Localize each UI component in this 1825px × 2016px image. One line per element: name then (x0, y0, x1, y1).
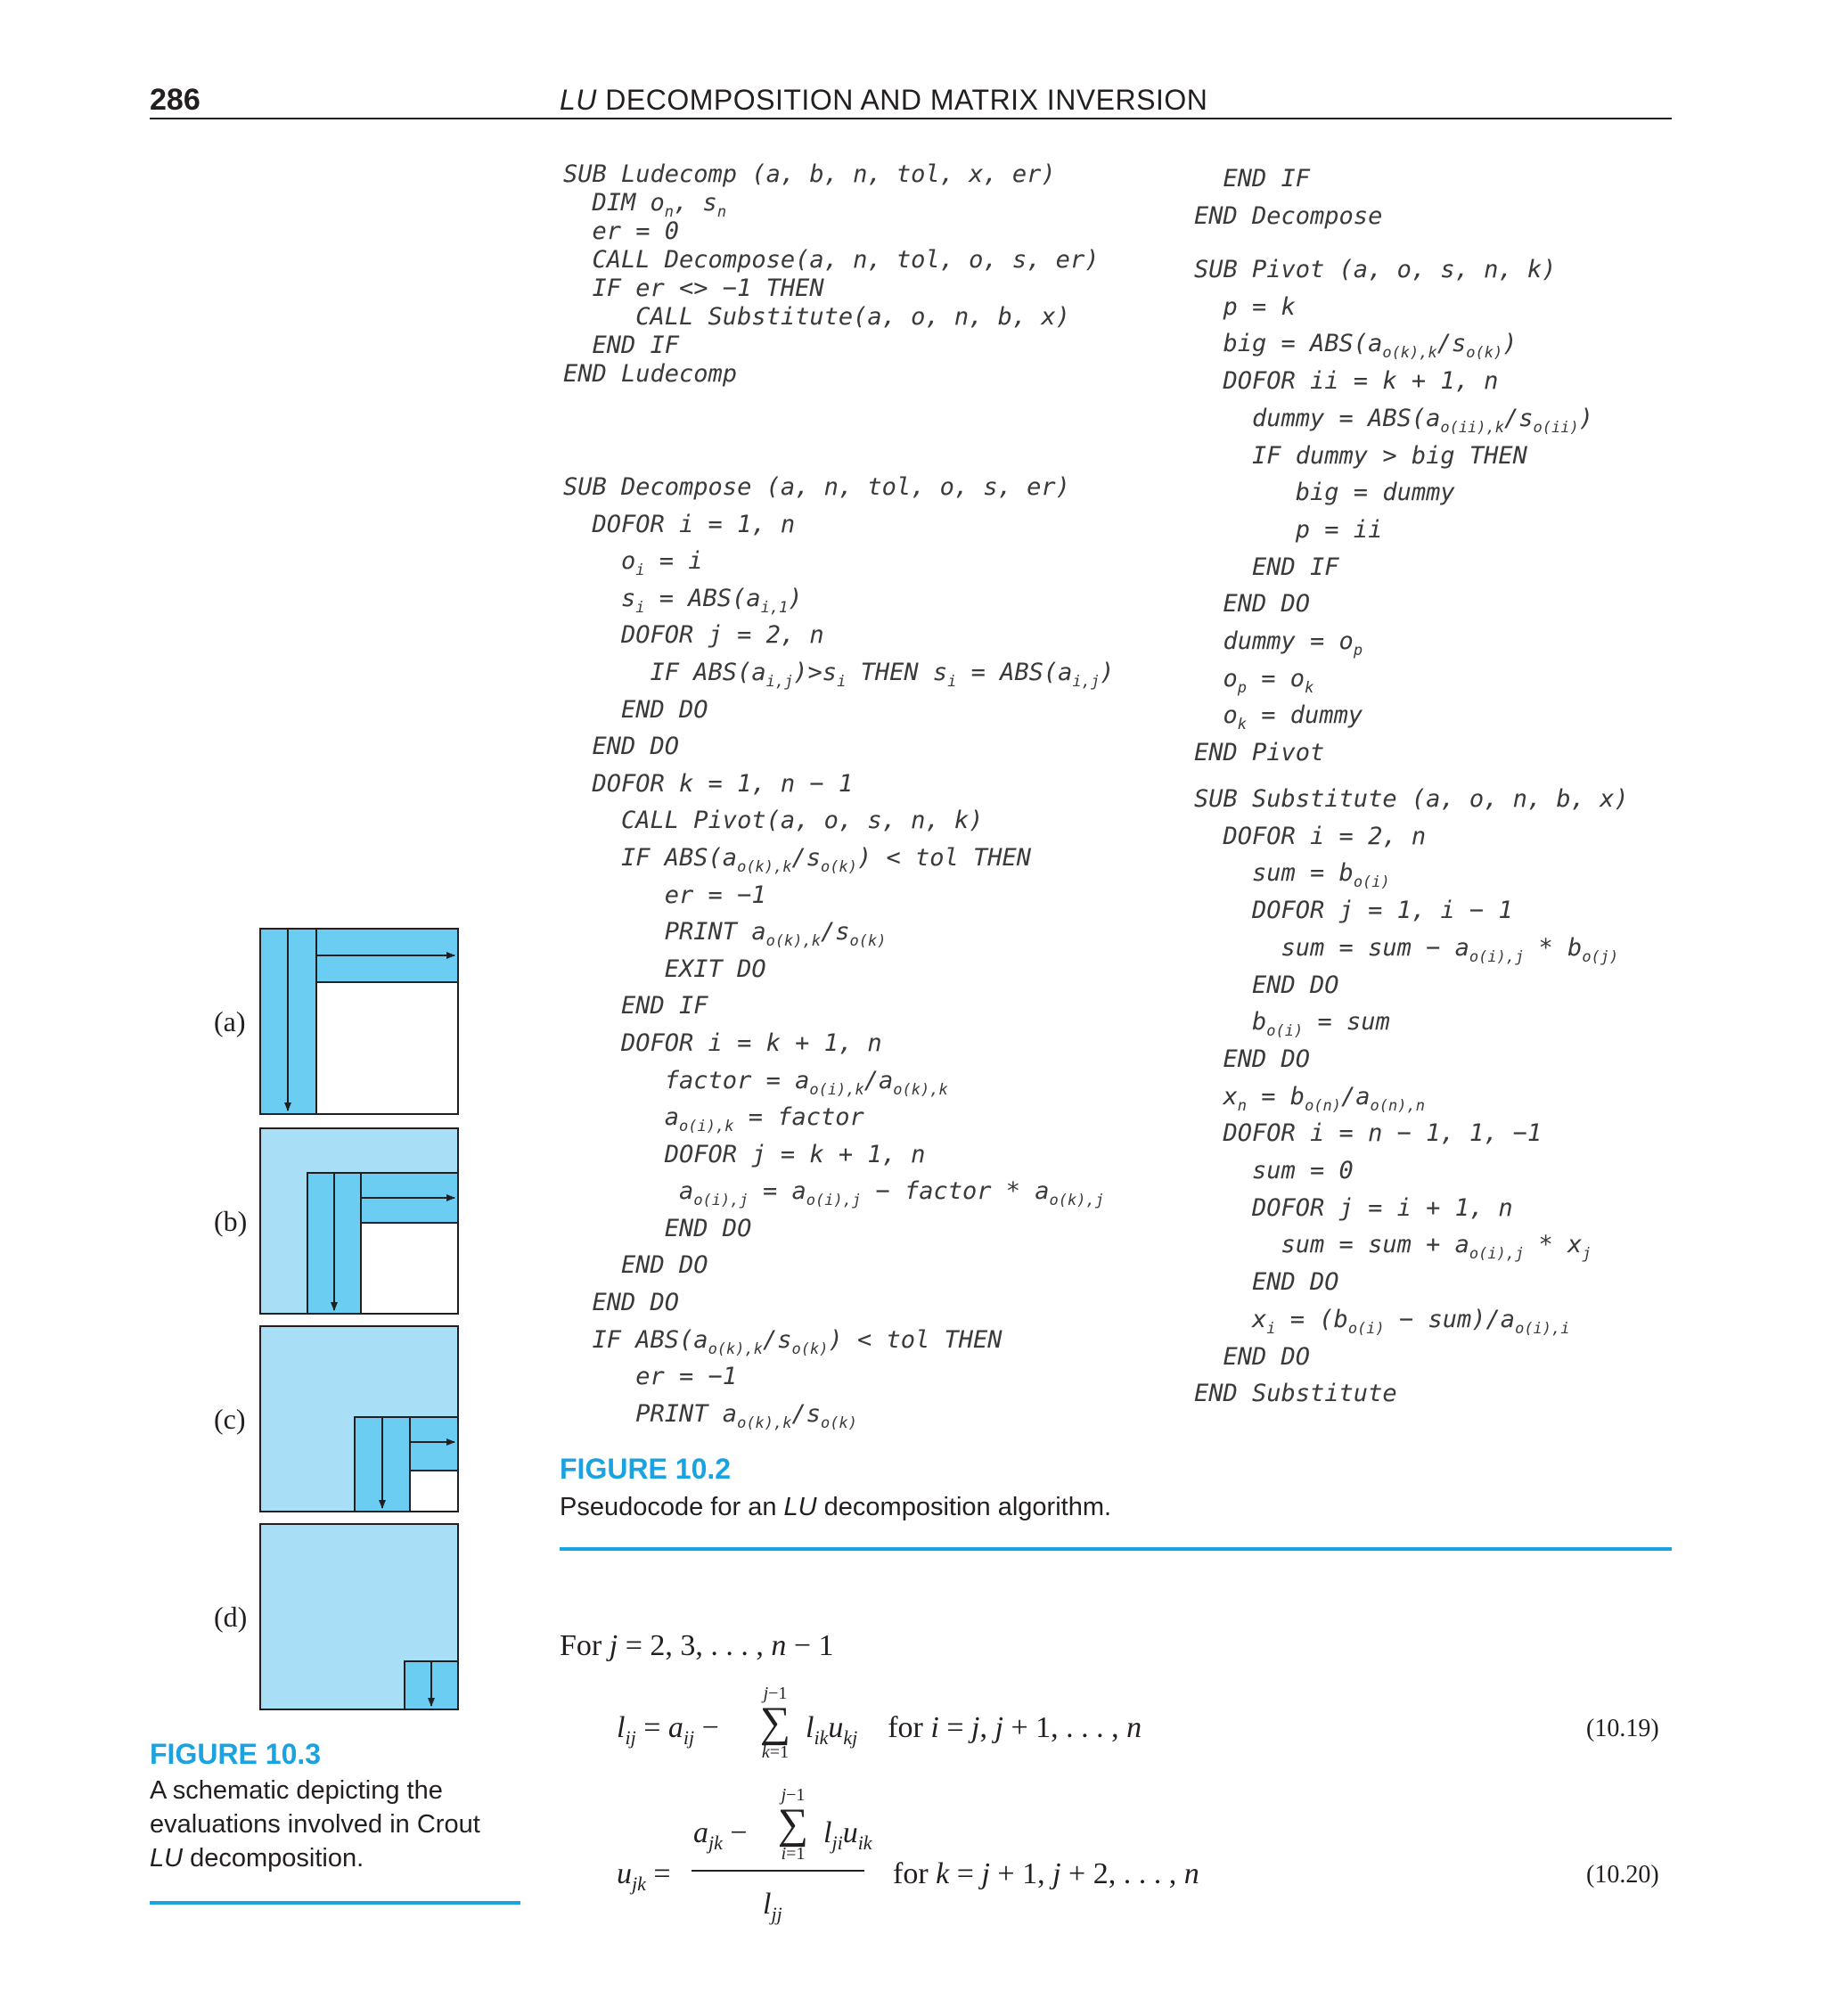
panel-label-d: (d) (214, 1601, 248, 1633)
panel-a (260, 929, 458, 1114)
equation-10-20-numerator-term: $l_{ji}u_{ik}$ (823, 1816, 872, 1854)
equation-10-19: $l_{ij} = a_{ij}$ − (617, 1711, 719, 1749)
equation-10-20-numerator: $a_{jk}$ − (693, 1816, 748, 1854)
pseudocode-right-top: END IF END Decompose (1194, 165, 1383, 230)
panel-c (260, 1326, 458, 1512)
figure-10-2-label: FIGURE 10.2 (560, 1453, 732, 1485)
equation-10-20-lhs: $u_{jk}$ = (617, 1857, 671, 1895)
crout-schematic (258, 927, 460, 1711)
pseudocode-left-column: SUB Ludecomp (a, b, n, tol, x, er) DIM $o_n$, $s_n$ er = 0 CALL Decompose(a, n, tol, o, s, er) IF er <> −1 THEN CALL Substitute(a, o, n, b, x) END IF END Ludecomp (563, 160, 1100, 388)
equation-10-20-number: (10.20) (1586, 1861, 1659, 1889)
figure-10-2-rule (560, 1547, 1672, 1551)
equation-10-19-number: (10.19) (1586, 1715, 1659, 1742)
page-number: 286 (150, 83, 201, 117)
panel-label-a: (a) (214, 1005, 246, 1037)
pseudocode-decompose: SUB Decompose (a, n, tol, o, s, er) DOFOR i = 1, n $o_i = i$ $s_i = ABS(a_{i,1})$ DOFOR j = 2, n IF $ABS(a_{i,j})>s_i$ THEN $s_i = ABS(a_{i,j})$ END DO END DO DOFOR k = 1, n − 1 CALL Pivot(a, o, s, n, k) IF $ABS(a_{o(k),k}/s_{o(k)})$ < tol THEN er = −1 PRINT $a_{o(k),k}/s_{o(k)}$ EXIT DO END IF DOFOR i = k + 1, n factor = $a_{o(i),k}/a_{o(k),k}$ $a_{o(i),k}$ = factor DOFOR j = k + 1, n $a_{o(i),j} = a_{o(i),j}$ − factor * $a_{o(k),j}$ END DO END DO END DO IF $ABS(a_{o(k),k}/s_{o(k)})$ < tol THEN er = −1 PRINT $a_{o(k),k}/s_{o(k)}$ (563, 473, 1115, 1432)
figure-10-2-caption: Pseudocode for an LU decomposition algorithm. (560, 1493, 1112, 1521)
equation-10-20-condition: for k = j + 1, j + 2, . . . , n (893, 1857, 1199, 1890)
sum-10-20: j−1 ∑ i=1 (777, 1785, 809, 1864)
panel-b (260, 1128, 458, 1314)
figure-10-3-label: FIGURE 10.3 (150, 1738, 322, 1770)
equation-intro: For j = 2, 3, . . . , n − 1 (560, 1629, 834, 1662)
running-title: LU DECOMPOSITION AND MATRIX INVERSION (560, 84, 1208, 116)
panel-label-c: (c) (214, 1403, 246, 1435)
fraction-bar (692, 1870, 864, 1872)
pseudocode-pivot: SUB Pivot (a, o, s, n, k) p = k big = $ABS(a_{o(k),k}/s_{o(k)})$ DOFOR ii = k + 1, n dummy = $ABS(a_{o(ii),k}/s_{o(ii)})$ IF dummy > big THEN big = dummy p = ii END IF END DO dummy = $o_p$ $o_p = o_k$ $o_k$ = dummy END Pivot (1194, 256, 1593, 767)
figure-10-3-rule (150, 1901, 520, 1905)
sum-10-19: j−1 ∑ k=1 (759, 1684, 791, 1762)
figure-10-3-caption: A schematic depicting the evaluations involved in Crout LU decomposition. (150, 1776, 480, 1873)
header-rule (150, 118, 1672, 119)
panel-d (260, 1524, 458, 1709)
pseudocode-substitute: SUB Substitute (a, o, n, b, x) DOFOR i = 2, n sum = $b_{o(i)}$ DOFOR j = 1, i − 1 sum = sum − $a_{o(i),j} * b_{o(j)}$ END DO $b_{o(i)}$ = sum END DO $x_n = b_{o(n)}/a_{o(n),n}$ DOFOR i = n − 1, 1, −1 sum = 0 DOFOR j = i + 1, n sum = sum + $a_{o(i),j} * x_j$ END DO $x_i = (b_{o(i)} - sum)/a_{o(i),i}$ END DO END Substitute (1194, 785, 1629, 1408)
equation-10-20-denominator: $l_{jj}$ (763, 1888, 782, 1925)
equation-10-19-rhs: $l_{ik}u_{kj}$ for i = j, j + 1, . . . , n (806, 1711, 1142, 1749)
panel-label-b: (b) (214, 1205, 248, 1237)
